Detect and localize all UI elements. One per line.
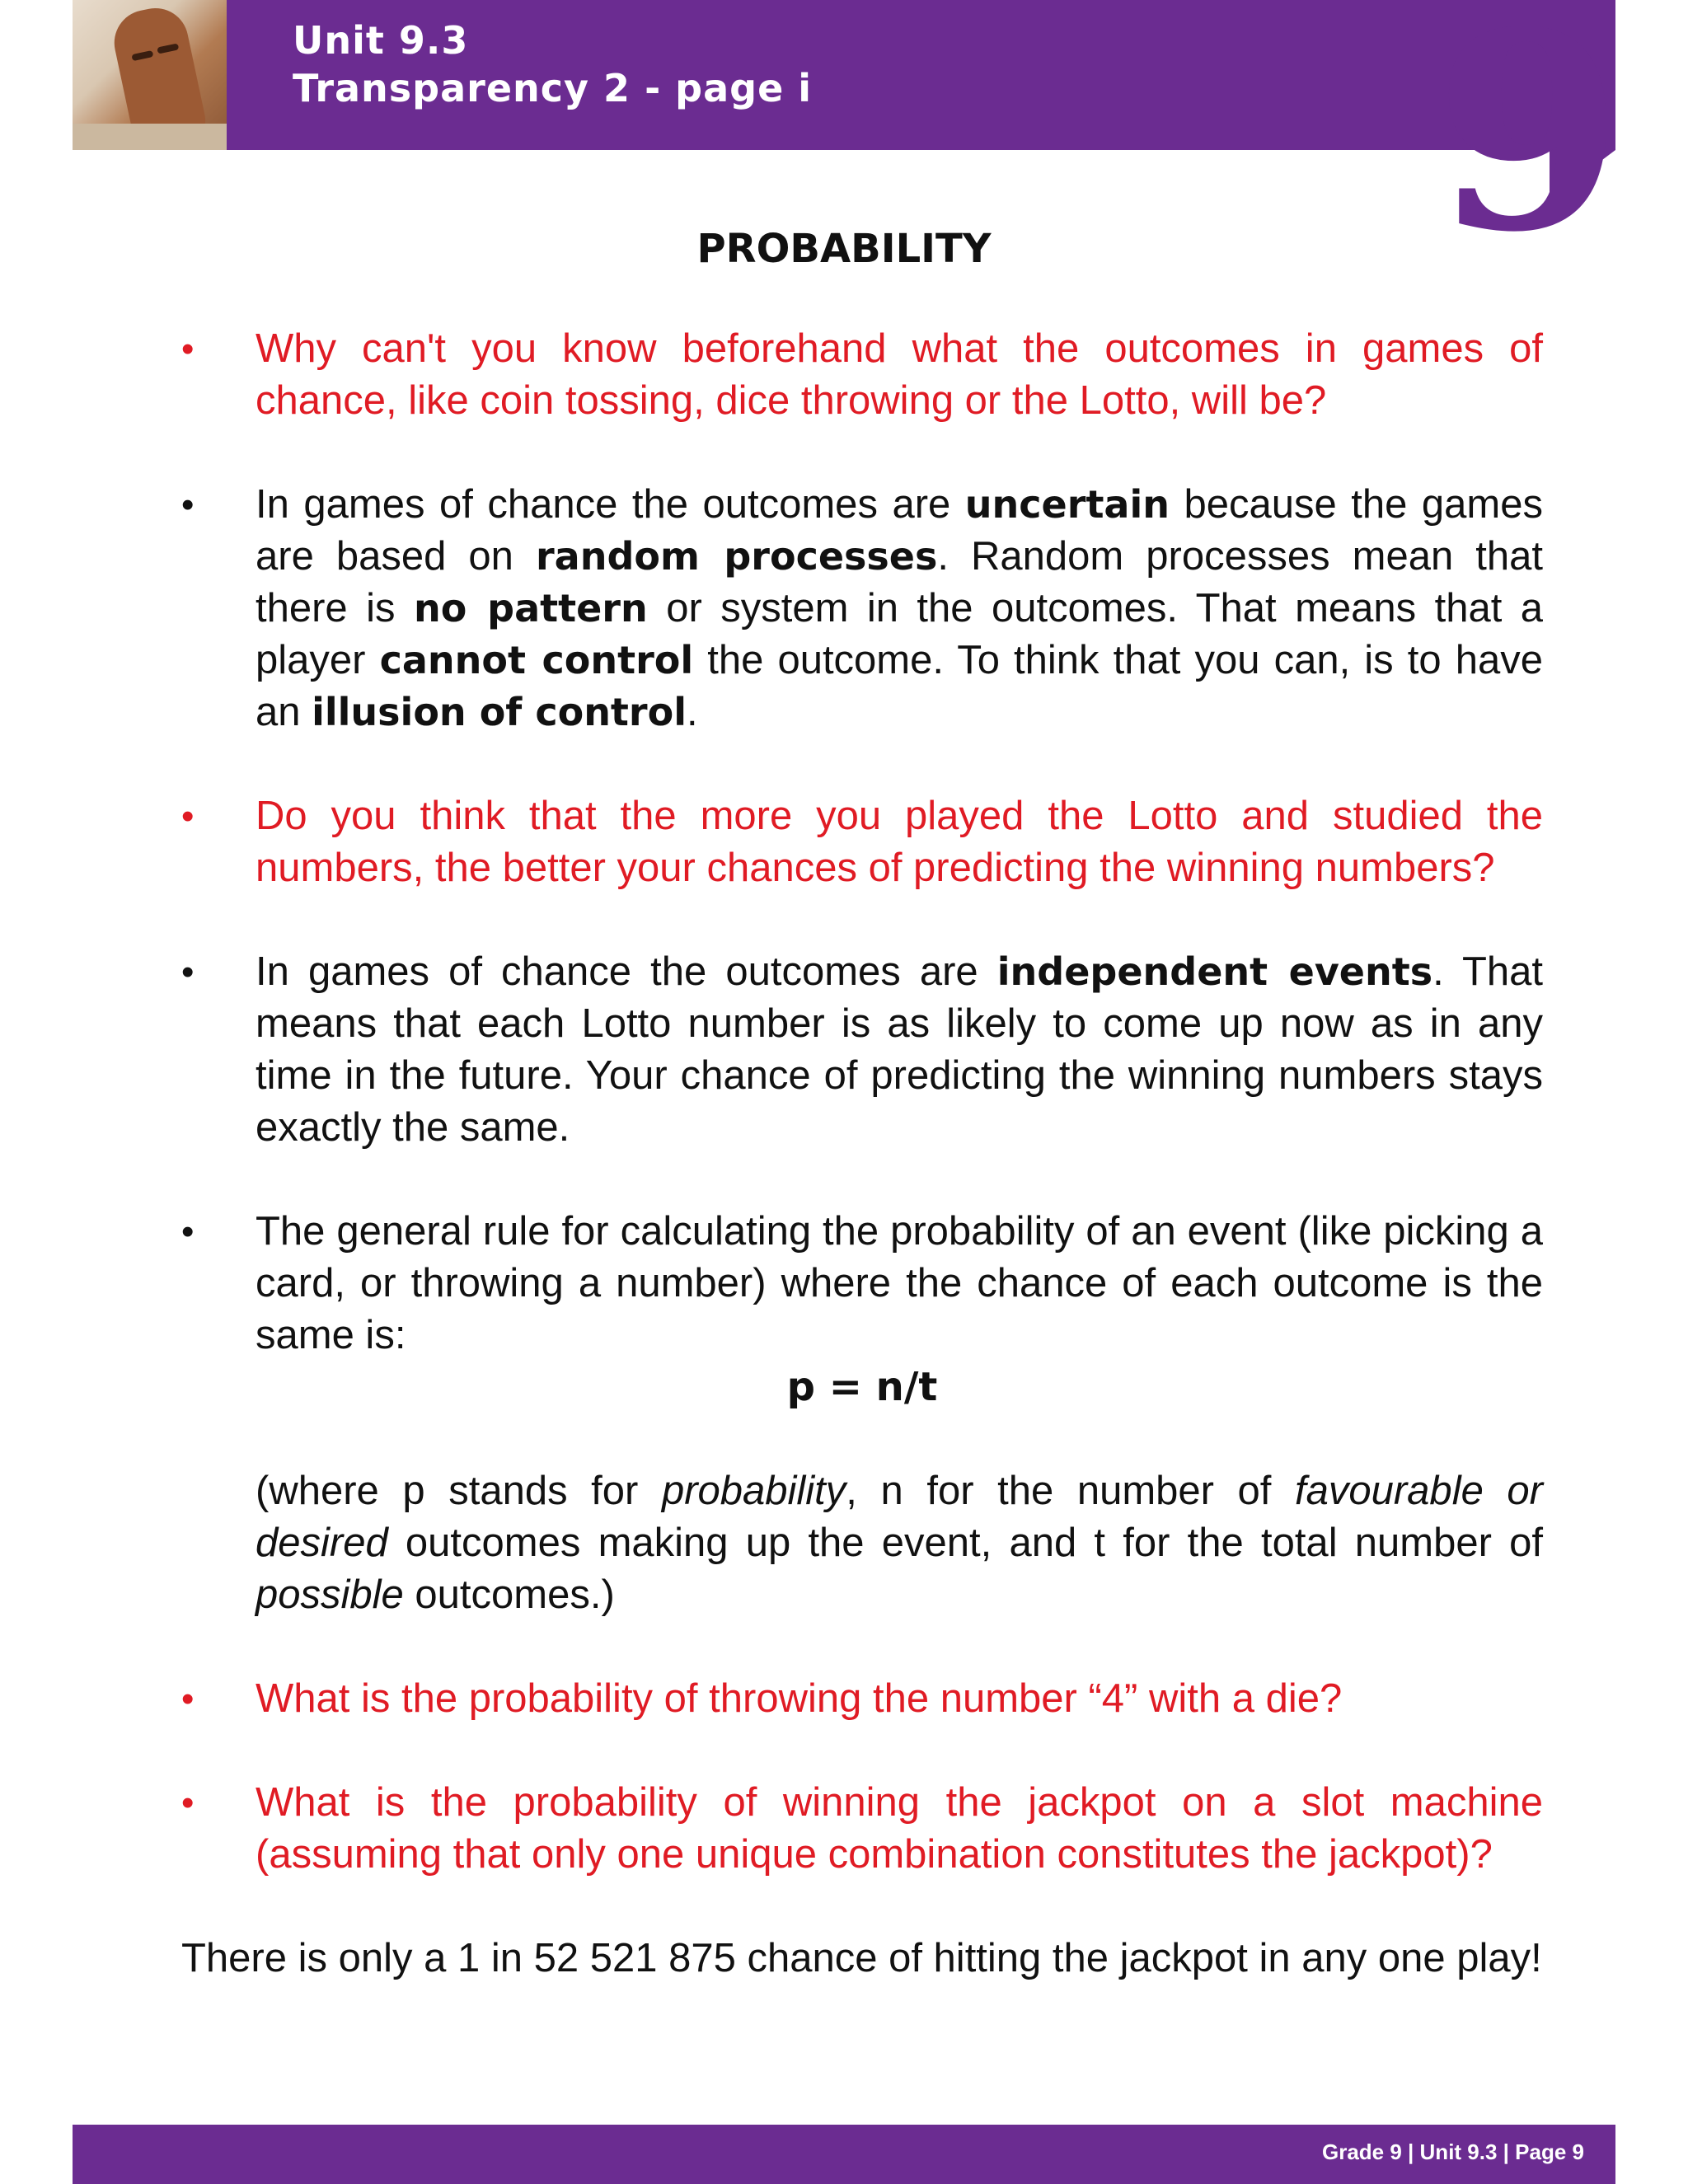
bullet: • xyxy=(181,1783,195,1823)
bullet: • xyxy=(181,1212,195,1252)
question-2: • Do you think that the more you played the Lotto and studied the numbers, the better your chances of predicting the winning numbers? xyxy=(181,790,1543,894)
question-4: • What is the probability of winning the jackpot on a slot machine (assuming that only one unique combination constitutes the jackpot)? xyxy=(181,1777,1543,1881)
formula: p = n/t xyxy=(786,1364,938,1410)
bullet: • xyxy=(181,1679,195,1719)
footer-bar xyxy=(73,2125,1615,2184)
rule-explanation: (where p stands for probability, n for the number of favourable or desired outcomes making up the event, and t for the total number of possible outcomes.) xyxy=(256,1469,1543,1617)
general-rule xyxy=(181,1206,1543,1621)
question-1: • Why can't you know beforehand what the outcomes in games of chance, like coin tossing, dice throwing or the Lotto, will be? xyxy=(181,323,1543,427)
answer-2: • In games of chance the outcomes are independent events. That means that each Lotto number is as likely to come up now as in any time in the future. Your chance of predicting the winning numbers stays exactly the same. xyxy=(181,946,1543,1154)
bullet: • xyxy=(181,952,195,992)
content xyxy=(181,323,1543,1985)
bullet: • xyxy=(181,796,195,837)
unit-label: Unit 9.3 xyxy=(293,18,469,63)
page-title: PROBABILITY xyxy=(696,226,992,272)
header-photo xyxy=(73,0,227,150)
rule-intro: The general rule for calculating the probability of an event (like picking a card, or throwing a number) where the chance of each outcome is the same is: xyxy=(256,1209,1543,1357)
transparency-label: Transparency 2 - page i xyxy=(293,66,813,110)
closing-statement: There is only a 1 in 52 521 875 chance of hitting the jackpot in any one play! xyxy=(181,1936,1542,1980)
bullet: • xyxy=(181,485,195,525)
footer-page-info: Grade 9 | Unit 9.3 | Page 9 xyxy=(1321,2139,1584,2164)
header-title xyxy=(293,16,812,112)
question-3: • What is the probability of throwing the number “4” with a die? xyxy=(181,1673,1543,1725)
answer-1: • In games of chance the outcomes are uncertain because the games are based on random processes. Random processes mean that there is no pattern or system in the outcomes. That means that a player cannot control the outcome. To think that you can, is to have an illusion of control. xyxy=(181,479,1543,738)
chapter-number: 9 xyxy=(1434,0,1624,292)
bullet: • xyxy=(181,329,195,369)
